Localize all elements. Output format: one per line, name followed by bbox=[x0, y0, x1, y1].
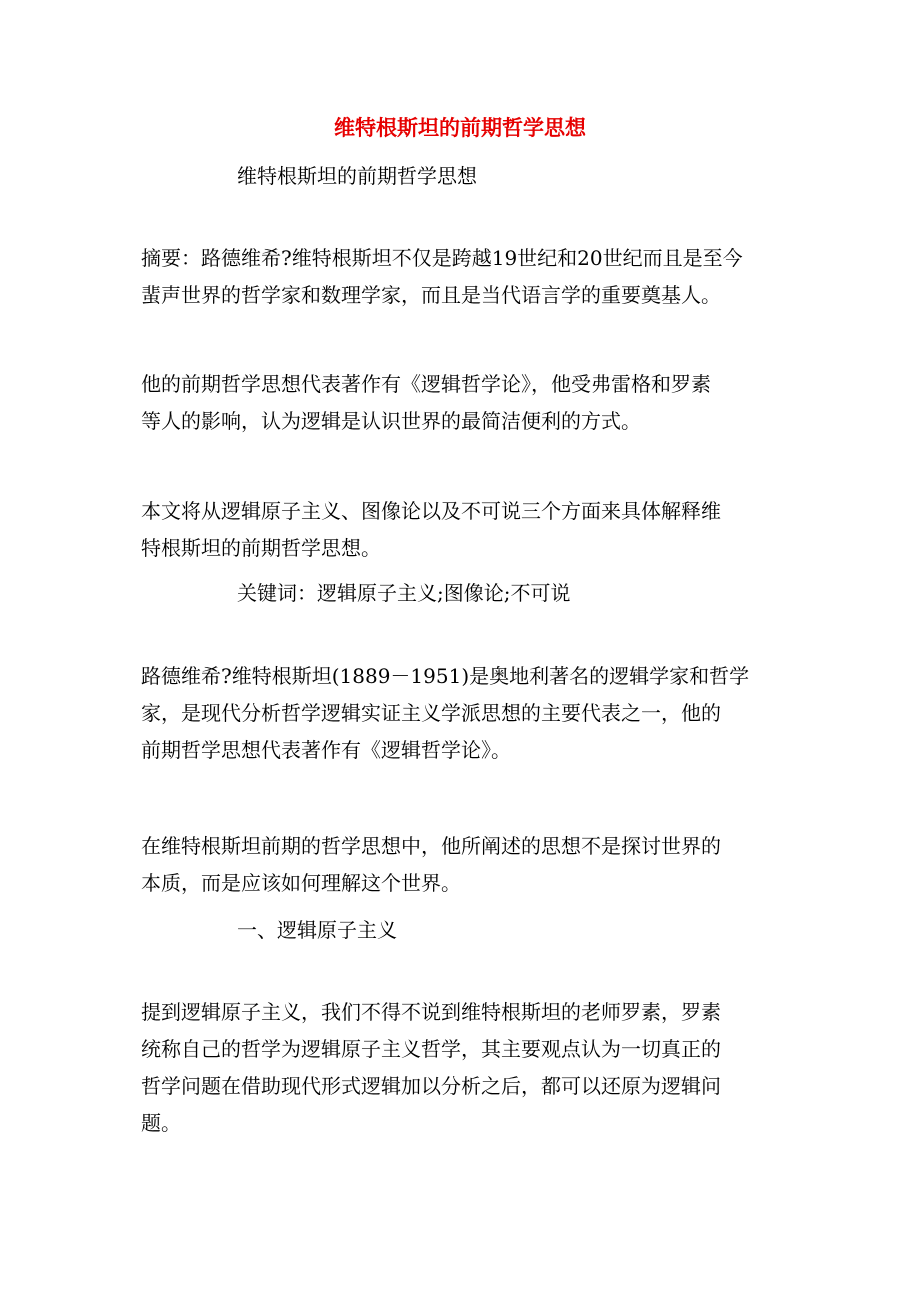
section-heading: 一、逻辑原子主义 bbox=[237, 918, 397, 942]
scope-paragraph bbox=[141, 493, 781, 567]
paragraph-line: 在维特根斯坦前期的哲学思想中，他所阐述的思想不是探讨世界的 bbox=[141, 834, 721, 858]
intro-paragraph bbox=[141, 366, 781, 440]
document-subtitle: 维特根斯坦的前期哲学思想 bbox=[237, 164, 477, 188]
atomism-paragraph bbox=[141, 994, 781, 1142]
paragraph-line: 统称自己的哲学为逻辑原子主义哲学，其主要观点认为一切真正的 bbox=[141, 1037, 721, 1061]
paragraph-line: 特根斯坦的前期哲学思想。 bbox=[141, 536, 381, 560]
paragraph-line: 本质，而是应该如何理解这个世界。 bbox=[141, 871, 461, 895]
paragraph-line: 路德维希?维特根斯坦(1889－1951)是奥地利著名的逻辑学家和哲学 bbox=[141, 664, 750, 688]
document-title: 维特根斯坦的前期哲学思想 bbox=[334, 115, 586, 140]
paragraph-line: 哲学问题在借助现代形式逻辑加以分析之后，都可以还原为逻辑问 bbox=[141, 1074, 721, 1098]
paragraph-line: 蜚声世界的哲学家和数理学家，而且是当代语言学的重要奠基人。 bbox=[141, 283, 721, 307]
paragraph-line: 提到逻辑原子主义，我们不得不说到维特根斯坦的老师罗素，罗素 bbox=[141, 1000, 721, 1024]
paragraph-line: 题。 bbox=[141, 1111, 181, 1135]
paragraph-line: 等人的影响，认为逻辑是认识世界的最简洁便利的方式。 bbox=[141, 409, 641, 433]
thesis-paragraph bbox=[141, 828, 781, 902]
paragraph-line: 家，是现代分析哲学逻辑实证主义学派思想的主要代表之一，他的 bbox=[141, 701, 721, 725]
abstract-paragraph bbox=[141, 240, 781, 314]
paragraph-line: 他的前期哲学思想代表著作有《逻辑哲学论》，他受弗雷格和罗素 bbox=[141, 372, 711, 396]
paragraph-line: 摘要：路德维希?维特根斯坦不仅是跨越19世纪和20世纪而且是至今 bbox=[141, 246, 743, 270]
keywords-line: 关键词：逻辑原子主义;图像论;不可说 bbox=[237, 581, 571, 605]
paragraph-line: 前期哲学思想代表著作有《逻辑哲学论》。 bbox=[141, 738, 511, 762]
paragraph-line: 本文将从逻辑原子主义、图像论以及不可说三个方面来具体解释维 bbox=[141, 499, 721, 523]
biography-paragraph bbox=[141, 658, 781, 769]
